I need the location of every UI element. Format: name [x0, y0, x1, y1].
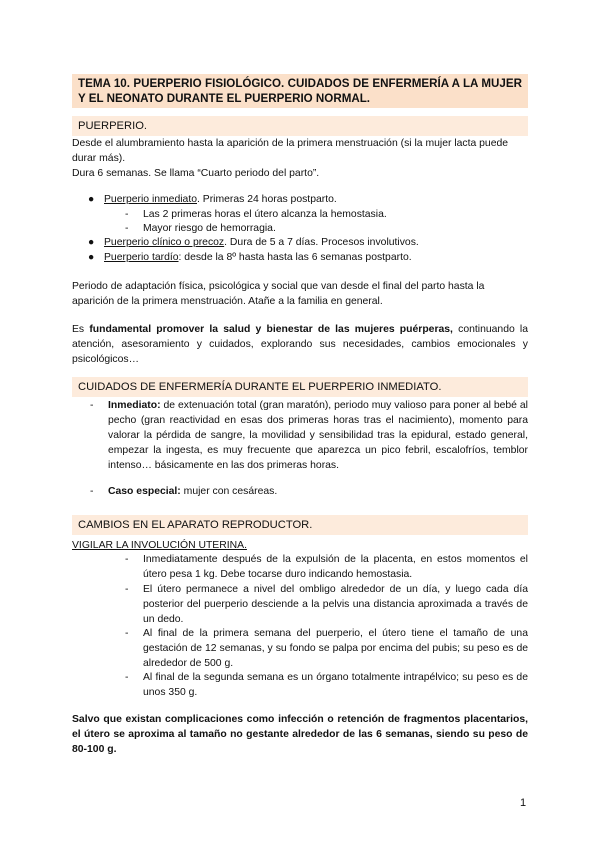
list-item-involucion-2 — [125, 582, 528, 627]
promote-rest: continuando la atención, asesoramiento y cuidados, explorando sus necesidades, cambios emocionales y psicológicos… — [72, 324, 529, 365]
section-heading-cambios: CAMBIOS EN EL APARATO REPRODUCTOR. — [72, 515, 528, 535]
list-item-involucion-1 — [125, 552, 528, 582]
dash-marker: - — [125, 554, 129, 565]
bullet-marker: ● — [88, 194, 95, 205]
sub-list-item-hemorragia — [125, 221, 525, 236]
dash-marker: - — [125, 209, 129, 220]
promote-text — [72, 322, 528, 367]
item-label-caso-especial: Caso especial: — [108, 486, 181, 497]
document-title: TEMA 10. PUERPERIO FISIOLÓGICO. CUIDADOS DE ENFERMERÍA A LA MUJER Y EL NEONATO DURANTE EL PUERPERIO NORMAL. — [72, 74, 528, 108]
list-item-puerperio-clinico — [72, 235, 528, 250]
list-item-puerperio-tardio — [72, 250, 528, 265]
bullet-marker: ● — [88, 252, 95, 263]
item-text-inmediato: de extenuación total (gran maratón), periodo muy valioso para poner al bebé al pecho (gran reactividad en esas dos primeras horas tras el nacimiento), momento para valorar la pérdida de sangre, la movilidad y sensibilidad tras la epidural, estado general, empezar la ingesta, es muy frecuente que aparezca un pico febril, escalofríos, temblor intenso… básicamente en las dos primeras horas. — [108, 400, 528, 471]
intro-definition: Desde el alumbramiento hasta la aparición de la primera menstruación (si la mujer lacta puede durar más). — [72, 138, 509, 164]
list-item-text: Inmediatamente después de la expulsión de la placenta, en estos momentos el útero pesa 1 kg. Debe tocarse duro indicando hemostasia. — [143, 554, 528, 580]
adaptation-text: Periodo de adaptación física, psicológica y social que van desde el final del parto hasta la aparición de la primera menstruación. Atañe a la familia en general. — [72, 281, 485, 307]
dash-marker: - — [125, 628, 129, 639]
promote-prefix: Es — [72, 324, 90, 335]
dash-marker: - — [90, 400, 94, 411]
term-description: : desde la 8º hasta hasta las 6 semanas postparto. — [178, 252, 412, 263]
list-item-text — [104, 192, 337, 207]
dash-marker: - — [125, 584, 129, 595]
promote-paragraph — [72, 322, 528, 367]
list-item-puerperio-inmediato — [72, 192, 528, 207]
term-description: . Dura de 5 a 7 días. Procesos involutivos. — [224, 237, 419, 248]
term-description: . Primeras 24 horas postparto. — [197, 194, 337, 205]
item-text-caso-especial: mujer con cesáreas. — [180, 486, 278, 497]
dash-marker: - — [90, 486, 94, 497]
list-item-involucion-4 — [125, 670, 528, 700]
list-item-text — [108, 398, 528, 473]
list-item-text — [104, 235, 419, 250]
section-heading-puerperio: PUERPERIO. — [72, 116, 528, 136]
adaptation-paragraph — [72, 279, 528, 309]
sub-list-item-hemostasia — [125, 207, 525, 222]
intro-duration: Dura 6 semanas. Se llama “Cuarto periodo del parto”. — [72, 168, 320, 179]
conclusion-text: Salvo que existan complicaciones como infección o retención de fragmentos placentarios, el útero se aproxima al tamaño no gestante alrededor de las 6 semanas, siendo su peso de 80-100 g. — [72, 714, 528, 755]
list-item-text — [104, 250, 412, 265]
list-item-text: El útero permanece a nivel del ombligo alrededor de un día, y luego cada día posterior del puerperio desciende a la pelvis una distancia aproximada a través de un dedo. — [143, 584, 528, 625]
term-puerperio-tardio: Puerperio tardío — [104, 252, 179, 263]
conclusion-paragraph — [72, 712, 528, 757]
item-label-inmediato: Inmediato: — [108, 400, 161, 411]
list-item-text: Al final de la primera semana del puerperio, el útero tiene el tamaño de una gestación de 12 semanas, y su fondo se palpa por encima del pubis; su peso es de alrededor de 500 g. — [143, 628, 528, 669]
subheading-involucion: VIGILAR LA INVOLUCIÓN UTERINA. — [72, 540, 247, 551]
term-puerperio-clinico: Puerperio clínico o precoz — [104, 237, 225, 248]
sub-list-item-text: Mayor riesgo de hemorragia. — [143, 223, 276, 234]
list-item-inmediato — [90, 398, 528, 473]
promote-emphasis: fundamental promover la salud y bienestar de las mujeres puérperas, — [89, 324, 453, 335]
section-heading-cuidados: CUIDADOS DE ENFERMERÍA DURANTE EL PUERPERIO INMEDIATO. — [72, 377, 528, 397]
list-item-text — [108, 484, 277, 499]
list-item-caso-especial — [90, 484, 528, 499]
dash-marker: - — [125, 672, 129, 683]
page-number: 1 — [520, 797, 527, 809]
bullet-marker: ● — [88, 237, 95, 248]
list-item-text: Al final de la segunda semana es un órgano totalmente intrapélvico; su peso es de unos 350 g. — [143, 672, 528, 698]
dash-marker: - — [125, 223, 129, 234]
puerperio-intro — [72, 136, 528, 181]
sub-list-item-text: Las 2 primeras horas el útero alcanza la hemostasia. — [143, 209, 387, 220]
term-puerperio-inmediato: Puerperio inmediato — [104, 194, 197, 205]
list-item-involucion-3 — [125, 626, 528, 671]
